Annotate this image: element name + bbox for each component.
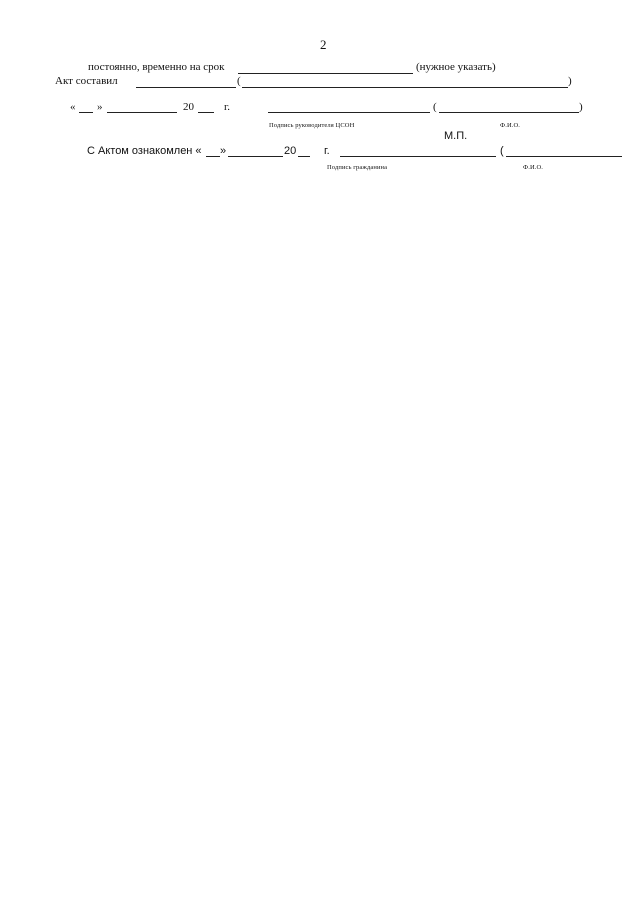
compiler-paren-open: (	[237, 75, 241, 87]
acq-day-blank	[206, 156, 220, 157]
acq-year-suffix: г.	[324, 145, 330, 157]
citizen-signature-caption: Подпись гражданина	[327, 164, 388, 171]
compiler-name-blank	[242, 87, 568, 88]
head-signature-caption: Подпись руководителя ЦСОН	[269, 122, 355, 129]
citizen-paren-open: (	[500, 145, 504, 157]
citizen-fio-caption: Ф.И.О.	[523, 164, 543, 171]
head-fio-caption: Ф.И.О.	[500, 122, 520, 129]
date-year-blank	[198, 112, 214, 113]
compiled-by-label: Акт составил	[55, 75, 118, 87]
head-paren-close: )	[579, 101, 583, 113]
citizen-signature-blank	[340, 156, 496, 157]
compiler-paren-close: )	[568, 75, 572, 87]
acq-year-prefix: 20	[284, 145, 297, 157]
stamp-place: М.П.	[444, 130, 468, 142]
head-name-blank	[439, 112, 579, 113]
page-number: 2	[320, 37, 327, 52]
head-paren-open: (	[433, 101, 437, 113]
acq-year-blank	[298, 156, 310, 157]
date-quote-open: «	[70, 101, 76, 113]
date-day-blank	[79, 112, 93, 113]
head-signature-blank	[268, 112, 430, 113]
term-blank	[238, 73, 413, 74]
date-month-blank	[107, 112, 177, 113]
acq-quote-close: »	[220, 145, 227, 157]
date-year-prefix: 20	[183, 101, 194, 113]
acq-month-blank	[228, 156, 283, 157]
compiler-signature-blank	[136, 87, 236, 88]
acquainted-label: С Актом ознакомлен «	[87, 145, 202, 157]
date-quote-close: »	[97, 101, 103, 113]
term-label: постоянно, временно на срок	[88, 61, 225, 73]
citizen-name-blank	[506, 156, 622, 157]
date-year-suffix: г.	[224, 101, 231, 113]
specify-note: (нужное указать)	[416, 61, 496, 73]
